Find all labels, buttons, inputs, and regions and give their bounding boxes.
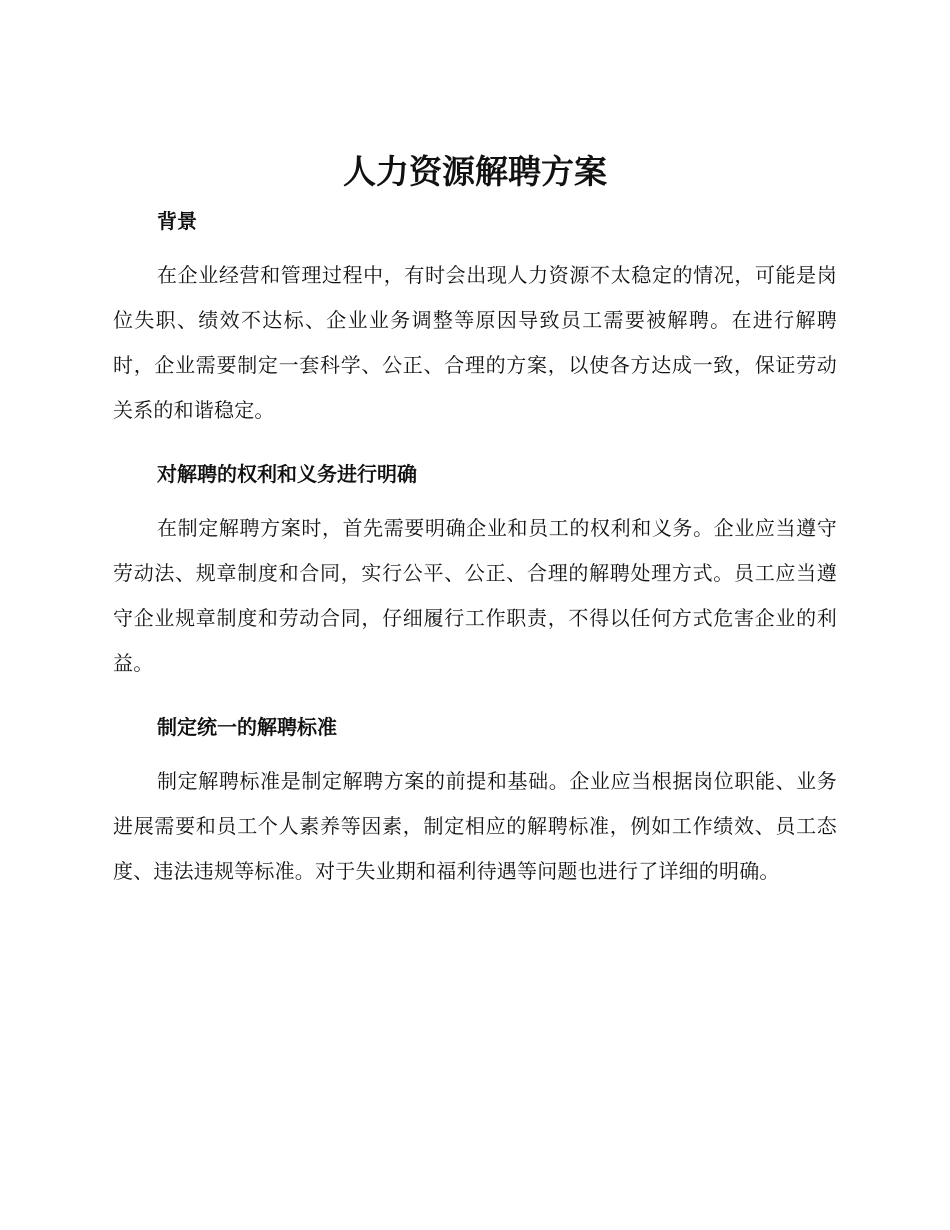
section-paragraph-dismissal-standards: 制定解聘标准是制定解聘方案的前提和基础。企业应当根据岗位职能、业务进展需要和员工个人素养等因素，制定相应的解聘标准，例如工作绩效、员工态度、违法违规等标准。对于失业期和福利待遇等问题也进行了详细的明确。 — [113, 769, 837, 883]
section-paragraph-background: 在企业经营和管理过程中，有时会出现人力资源不太稳定的情况，可能是岗位失职、绩效不达标、企业业务调整等原因导致员工需要被解聘。在进行解聘时，企业需要制定一套科学、公正、合理的方案，以使各方达成一致，保证劳动关系的和谐稳定。 — [113, 263, 837, 422]
section-heading-rights-obligations: 对解聘的权利和义务进行明确 — [157, 462, 417, 486]
section-heading-dismissal-standards: 制定统一的解聘标准 — [157, 715, 337, 739]
section-heading-background: 背景 — [157, 209, 197, 233]
section-paragraph-rights-obligations: 在制定解聘方案时，首先需要明确企业和员工的权利和义务。企业应当遵守劳动法、规章制度和合同，实行公平、公正、合理的解聘处理方式。员工应当遵守企业规章制度和劳动合同，仔细履行工作职责，不得以任何方式危害企业的利益。 — [113, 516, 837, 675]
document-title: 人力资源解聘方案 — [343, 152, 607, 191]
document-body — [113, 206, 837, 894]
